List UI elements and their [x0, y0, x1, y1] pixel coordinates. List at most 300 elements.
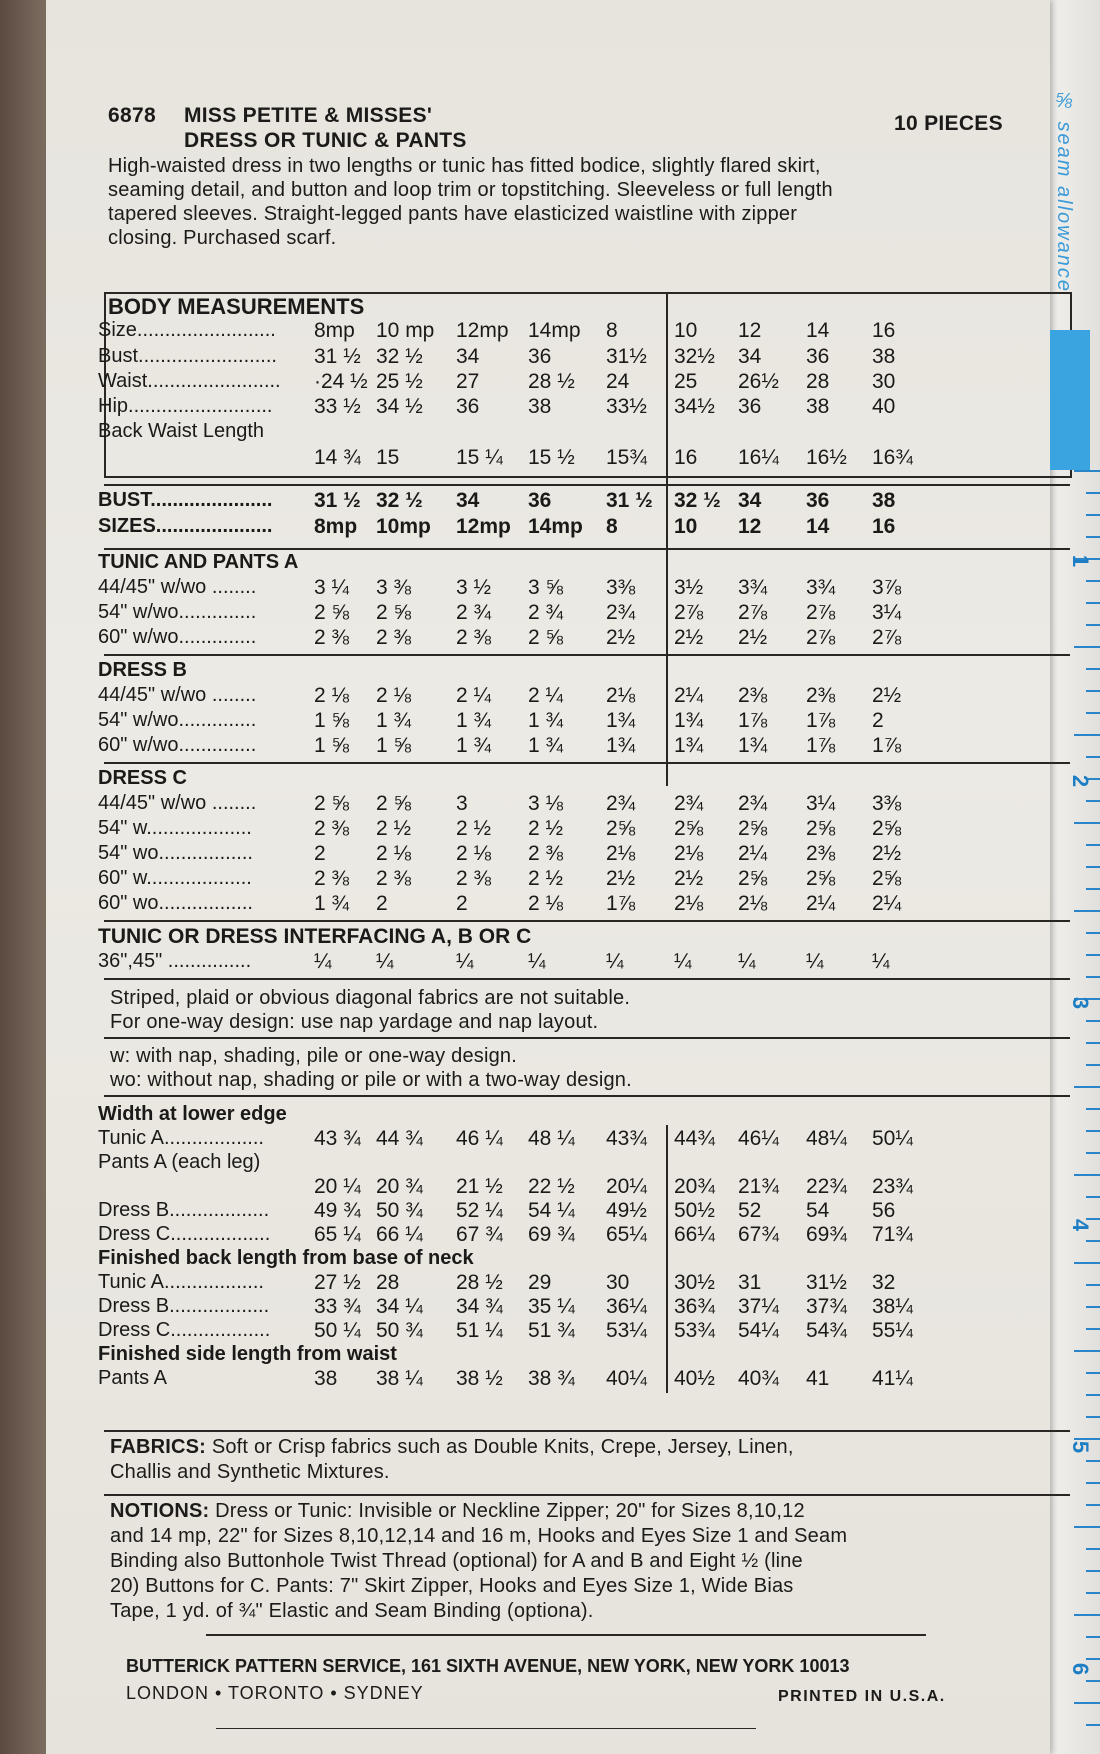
divider [104, 654, 1070, 656]
row-label: 60" w................... [98, 867, 252, 889]
cell-petite-2: 46 ¼ [456, 1127, 503, 1150]
cell-petite-3: 2 ¼ [528, 684, 564, 707]
ruler-tick [1086, 1658, 1100, 1660]
cell-petite-0: 2 ⅜ [314, 626, 350, 649]
row-label: Waist........................ [98, 370, 281, 392]
cell-petite-3: 22 ½ [528, 1175, 575, 1198]
cell-petite-3: 14mp [528, 319, 581, 342]
description-line: High-waisted dress in two lengths or tunic has fitted bodice, slightly flared skirt, [108, 155, 821, 177]
ruler-tick [1086, 844, 1100, 846]
cell-misses-1: 10 [674, 319, 698, 342]
cell-misses-0: 2½ [606, 626, 636, 649]
divider [104, 548, 1070, 550]
cell-misses-0: 1¾ [606, 709, 636, 732]
ruler-tick [1086, 536, 1100, 538]
cell-petite-2: 2 ⅜ [456, 626, 492, 649]
cell-misses-3: 2⅝ [806, 817, 836, 840]
notions-text: Dress or Tunic: Invisible or Neckline Zipper; 20" for Sizes 8,10,12 [215, 1500, 805, 1522]
cell-petite-2: 21 ½ [456, 1175, 503, 1198]
row-label: 60" w/wo.............. [98, 734, 257, 756]
cell-misses-3: 3¼ [806, 792, 836, 815]
cell-petite-3: 38 ¾ [528, 1367, 575, 1390]
cell-petite-2: 12mp [456, 319, 509, 342]
cell-petite-0: 2 ⅝ [314, 792, 350, 815]
cell-misses-2: ¼ [738, 950, 756, 973]
divider [104, 1095, 1070, 1097]
cell-misses-0: 8 [606, 319, 618, 342]
cell-misses-0: 53¼ [606, 1319, 647, 1342]
ruler-tick [1086, 1592, 1100, 1594]
cell-misses-3: 22¾ [806, 1175, 847, 1198]
cell-misses-0: 2⅛ [606, 842, 636, 865]
ruler-tick [1086, 602, 1100, 604]
cell-petite-2: 2 ½ [456, 817, 492, 840]
cell-petite-0: 1 ¾ [314, 892, 350, 915]
ruler-tick [1086, 1460, 1100, 1462]
cell-petite-2: 28 ½ [456, 1271, 503, 1294]
divider [104, 1430, 1070, 1432]
ruler-tick [1074, 1174, 1100, 1176]
ruler-tick [1074, 1438, 1100, 1440]
cell-misses-2: 2⅛ [738, 892, 768, 915]
cell-misses-4: 38 [872, 489, 896, 512]
cell-petite-3: 2 ½ [528, 867, 564, 890]
cell-misses-0: 2¾ [606, 601, 636, 624]
cell-misses-4: 32 [872, 1271, 896, 1294]
cell-misses-4: 23¾ [872, 1175, 913, 1198]
cell-misses-3: 36 [806, 489, 830, 512]
ruler-tick [1086, 1394, 1100, 1396]
cell-petite-3: 48 ¼ [528, 1127, 575, 1150]
cell-misses-3: 2⅞ [806, 601, 836, 624]
cell-misses-0: 2⅝ [606, 817, 636, 840]
cell-misses-2: 2⅝ [738, 867, 768, 890]
cell-misses-4: 2⅝ [872, 817, 902, 840]
cell-misses-3: 28 [806, 370, 830, 393]
notions-line3: Binding also Buttonhole Twist Thread (optional) for A and B and Eight ½ (line [110, 1550, 803, 1572]
ruler-tick [1086, 1636, 1100, 1638]
cell-misses-1: 50½ [674, 1199, 715, 1222]
cell-petite-2: 2 [456, 892, 468, 915]
printed-in: PRINTED IN U.S.A. [778, 1688, 946, 1705]
cell-petite-3: 2 ⅝ [528, 626, 564, 649]
cell-petite-1: 28 [376, 1271, 400, 1294]
cell-petite-0: ¼ [314, 950, 332, 973]
cell-misses-3: 14 [806, 319, 830, 342]
cell-petite-0: 2 ⅛ [314, 684, 350, 707]
ruler-tick [1086, 1196, 1100, 1198]
cell-misses-1: 1¾ [674, 734, 704, 757]
row-label: Tunic A.................. [98, 1271, 264, 1293]
row-label: 54" w................... [98, 817, 252, 839]
ruler-tick [1086, 492, 1100, 494]
ruler-tick [1074, 1702, 1100, 1704]
cell-petite-3: ¼ [528, 950, 546, 973]
note-wo-definition: wo: without nap, shading or pile or with a two-way design. [110, 1069, 632, 1091]
cell-misses-3: 69¾ [806, 1223, 847, 1246]
ruler-tick [1086, 580, 1100, 582]
cell-petite-0: 43 ¾ [314, 1127, 361, 1150]
cell-misses-3: 2⅞ [806, 626, 836, 649]
cell-petite-3: 36 [528, 489, 552, 512]
notions-line5: Tape, 1 yd. of ¾" Elastic and Seam Binding (optiona). [110, 1600, 594, 1622]
ruler-tick [1086, 1064, 1100, 1066]
cell-misses-2: 37¼ [738, 1295, 779, 1318]
cell-misses-0: 31 ½ [606, 489, 653, 512]
cell-petite-0: 31 ½ [314, 489, 361, 512]
cell-misses-4: 38¼ [872, 1295, 913, 1318]
measuring-ruler [1030, 0, 1100, 1754]
notions-label: NOTIONS: [110, 1500, 210, 1522]
row-label: Dress B.................. [98, 1199, 270, 1221]
cell-misses-2: 54¼ [738, 1319, 779, 1342]
ruler-tick [1086, 1724, 1100, 1726]
ruler-tick [1086, 514, 1100, 516]
cell-misses-4: 71¾ [872, 1223, 913, 1246]
pieces-count: 10 PIECES [894, 112, 1003, 135]
cell-petite-3: 3 ⅝ [528, 576, 564, 599]
cell-petite-1: 34 ½ [376, 395, 423, 418]
title-line1: MISS PETITE & MISSES' [184, 104, 433, 127]
cell-petite-1: 3 ⅜ [376, 576, 412, 599]
cell-petite-3: 2 ½ [528, 817, 564, 840]
cell-misses-4: 30 [872, 370, 896, 393]
row-label: 54" w/wo.............. [98, 601, 257, 623]
cell-misses-0: ¼ [606, 950, 624, 973]
cell-petite-2: ¼ [456, 950, 474, 973]
cell-petite-1: 10 mp [376, 319, 435, 342]
cell-misses-2: 2¼ [738, 842, 768, 865]
section-title: TUNIC AND PANTS A [98, 551, 299, 573]
note-one-way: For one-way design: use nap yardage and nap layout. [110, 1011, 599, 1033]
cell-petite-1: 25 ½ [376, 370, 423, 393]
cell-misses-0: 40¼ [606, 1367, 647, 1390]
cell-misses-1: 10 [674, 515, 698, 538]
cell-misses-4: 3⅜ [872, 792, 902, 815]
divider [104, 978, 1070, 980]
cell-petite-3: 1 ¾ [528, 734, 564, 757]
ruler-tick [1086, 1020, 1100, 1022]
cell-petite-3: 15 ½ [528, 446, 575, 469]
cell-misses-0: 2⅛ [606, 684, 636, 707]
cell-misses-2: 36 [738, 395, 762, 418]
ruler-tick [1074, 734, 1100, 736]
cell-petite-2: 27 [456, 370, 480, 393]
cell-petite-1: 1 ¾ [376, 709, 412, 732]
cell-misses-1: ¼ [674, 950, 692, 973]
cell-misses-1: 20¾ [674, 1175, 715, 1198]
cell-misses-3: 48¼ [806, 1127, 847, 1150]
cell-misses-0: 24 [606, 370, 630, 393]
ruler-number: 2 [1067, 774, 1093, 788]
description-line: closing. Purchased scarf. [108, 227, 337, 249]
cell-misses-4: 2⅝ [872, 867, 902, 890]
notions-line2: and 14 mp, 22" for Sizes 8,10,12,14 and 16 m, Hooks and Eyes Size 1 and Seam [110, 1525, 848, 1547]
note-w-definition: w: with nap, shading, pile or one-way design. [110, 1045, 518, 1067]
description-line: seaming detail, and button and loop trim or topstitching. Sleeveless or full length [108, 179, 833, 201]
cell-misses-0: 1⅞ [606, 892, 636, 915]
ruler-number: 1 [1067, 554, 1093, 568]
row-label: 54" w/wo.............. [98, 709, 257, 731]
divider [104, 484, 1070, 486]
cell-misses-4: 2½ [872, 684, 902, 707]
cell-petite-0: 8mp [314, 319, 355, 342]
cell-petite-0: 2 [314, 842, 326, 865]
cell-petite-0: 2 ⅜ [314, 817, 350, 840]
cell-misses-0: 1¾ [606, 734, 636, 757]
ruler-tick [1086, 712, 1100, 714]
ruler-number: 5 [1067, 1440, 1093, 1454]
cell-misses-3: 38 [806, 395, 830, 418]
ruler-tick [1086, 1504, 1100, 1506]
cell-petite-3: 29 [528, 1271, 552, 1294]
cell-petite-1: 2 ⅜ [376, 626, 412, 649]
ruler-tick [1074, 1526, 1100, 1528]
cell-misses-0: 36¼ [606, 1295, 647, 1318]
note-unsuitable: Striped, plaid or obvious diagonal fabrics are not suitable. [110, 987, 631, 1009]
ruler-tick [1086, 1306, 1100, 1308]
ruler-tick [1086, 1152, 1100, 1154]
seam-allowance-guide [1044, 0, 1096, 480]
row-label: Pants A (each leg) [98, 1151, 261, 1173]
cell-misses-3: 14 [806, 515, 830, 538]
fabrics-label: FABRICS: [110, 1436, 207, 1458]
cell-misses-1: 2½ [674, 867, 704, 890]
cell-misses-2: 2⅝ [738, 817, 768, 840]
cell-misses-1: 66¼ [674, 1223, 715, 1246]
ruler-tick [1086, 1548, 1100, 1550]
row-label: Tunic A.................. [98, 1127, 264, 1149]
cell-misses-2: 16¼ [738, 446, 779, 469]
cell-petite-0: 20 ¼ [314, 1175, 361, 1198]
cell-misses-3: 1⅞ [806, 709, 836, 732]
cell-petite-1: 2 ⅝ [376, 601, 412, 624]
row-label: 44/45" w/wo ........ [98, 792, 257, 814]
cell-petite-0: 8mp [314, 515, 358, 538]
ruler-tick [1086, 1416, 1100, 1418]
cell-petite-1: 34 ¼ [376, 1295, 423, 1318]
cell-misses-3: 1⅞ [806, 734, 836, 757]
cell-petite-2: 36 [456, 395, 480, 418]
cell-petite-2: 34 [456, 345, 480, 368]
ruler-tick [1086, 1240, 1100, 1242]
cell-misses-4: 55¼ [872, 1319, 913, 1342]
row-label: Hip.......................... [98, 395, 273, 417]
cell-misses-4: 38 [872, 345, 896, 368]
cell-misses-3: 54¾ [806, 1319, 847, 1342]
ruler-tick [1074, 470, 1100, 472]
cell-misses-1: 32½ [674, 345, 715, 368]
row-label: Dress C.................. [98, 1223, 271, 1245]
cell-misses-2: 12 [738, 319, 762, 342]
cell-misses-2: 2⅜ [738, 684, 768, 707]
divider [206, 1634, 926, 1636]
cell-misses-1: 34½ [674, 395, 715, 418]
ruler-number: 6 [1067, 1662, 1093, 1676]
cell-petite-2: 15 ¼ [456, 446, 503, 469]
cell-misses-2: 2½ [738, 626, 768, 649]
column-divider [666, 1125, 668, 1393]
cell-petite-1: 44 ¾ [376, 1127, 423, 1150]
cell-misses-4: 40 [872, 395, 896, 418]
cell-misses-0: 49½ [606, 1199, 647, 1222]
cell-petite-2: 2 ⅜ [456, 867, 492, 890]
cell-petite-2: 12mp [456, 515, 511, 538]
cell-misses-1: 2½ [674, 626, 704, 649]
seam-allowance-label: ⅝ seam allowance [1053, 90, 1075, 293]
ruler-tick [1086, 1372, 1100, 1374]
ruler-tick [1074, 1086, 1100, 1088]
cell-misses-0: 8 [606, 515, 618, 538]
cell-petite-1: 1 ⅝ [376, 734, 412, 757]
ruler-tick [1074, 822, 1100, 824]
cell-petite-1: 50 ¾ [376, 1319, 423, 1342]
cell-misses-1: 40½ [674, 1367, 715, 1390]
cell-petite-0: 49 ¾ [314, 1199, 361, 1222]
ruler-tick [1074, 646, 1100, 648]
cell-misses-4: 2½ [872, 842, 902, 865]
cell-petite-1: 38 ¼ [376, 1367, 423, 1390]
cell-misses-0: 15¾ [606, 446, 647, 469]
cell-misses-0: 3⅜ [606, 576, 636, 599]
divider [216, 1728, 756, 1729]
ruler-number: 3 [1067, 996, 1093, 1010]
cell-petite-2: 2 ⅛ [456, 842, 492, 865]
cell-misses-2: 26½ [738, 370, 779, 393]
cell-misses-1: 30½ [674, 1271, 715, 1294]
cell-misses-3: 16½ [806, 446, 847, 469]
cell-misses-0: 20¼ [606, 1175, 647, 1198]
divider [104, 1037, 1070, 1039]
ruler-tick [1086, 1570, 1100, 1572]
row-label: Dress B.................. [98, 1295, 270, 1317]
cell-petite-1: 2 [376, 892, 388, 915]
cell-petite-0: 2 ⅜ [314, 867, 350, 890]
ruler-tick [1086, 932, 1100, 934]
cell-petite-0: 14 ¾ [314, 446, 361, 469]
ruler-tick [1086, 1284, 1100, 1286]
ruler-tick [1086, 866, 1100, 868]
company-address: BUTTERICK PATTERN SERVICE, 161 SIXTH AVENUE, NEW YORK, NEW YORK 10013 [126, 1656, 850, 1676]
cell-petite-3: 69 ¾ [528, 1223, 575, 1246]
section-title: Finished side length from waist [98, 1343, 397, 1365]
cell-misses-2: 1⅞ [738, 709, 768, 732]
divider [104, 920, 1070, 922]
cell-misses-1: 44¾ [674, 1127, 715, 1150]
seam-allowance-bar [1050, 330, 1090, 470]
row-label: SIZES..................... [98, 515, 273, 537]
cell-petite-3: 2 ⅜ [528, 842, 564, 865]
cell-misses-1: 2⅛ [674, 892, 704, 915]
row-label: 44/45" w/wo ........ [98, 576, 257, 598]
cell-petite-3: 35 ¼ [528, 1295, 575, 1318]
cell-misses-1: 2¼ [674, 684, 704, 707]
cell-misses-4: 16 [872, 515, 896, 538]
cell-petite-1: 2 ⅜ [376, 867, 412, 890]
cell-misses-0: 2¾ [606, 792, 636, 815]
row-label: Dress C.................. [98, 1319, 271, 1341]
fabrics-line1 [110, 1436, 794, 1459]
ruler-tick [1086, 976, 1100, 978]
cell-misses-4: 1⅞ [872, 734, 902, 757]
ruler-tick [1086, 1482, 1100, 1484]
cell-petite-2: 1 ¾ [456, 709, 492, 732]
cell-misses-0: 65¼ [606, 1223, 647, 1246]
cell-misses-3: 2⅝ [806, 867, 836, 890]
row-label: Size......................... [98, 319, 276, 341]
fabrics-line2: Challis and Synthetic Mixtures. [110, 1461, 390, 1483]
ruler-tick [1086, 756, 1100, 758]
cell-misses-4: 41¼ [872, 1367, 913, 1390]
cell-misses-4: 2 [872, 709, 884, 732]
pattern-number: 6878 [108, 104, 156, 127]
cell-misses-0: 31½ [606, 345, 647, 368]
ruler-tick [1074, 1614, 1100, 1616]
cell-petite-2: 34 [456, 489, 480, 512]
ruler-tick [1086, 1108, 1100, 1110]
cell-petite-0: 38 [314, 1367, 338, 1390]
cell-misses-4: 16¾ [872, 446, 913, 469]
pattern-envelope-back [46, 0, 1050, 1754]
ruler-tick [1086, 888, 1100, 890]
cell-petite-3: 54 ¼ [528, 1199, 575, 1222]
ruler-tick [1086, 1680, 1100, 1682]
cell-misses-1: 2¾ [674, 792, 704, 815]
ruler-tick [1086, 1328, 1100, 1330]
divider [104, 1494, 1070, 1496]
cell-misses-2: 1¾ [738, 734, 768, 757]
cell-petite-0: 3 ¼ [314, 576, 350, 599]
cell-misses-4: 2⅞ [872, 626, 902, 649]
cell-petite-2: 34 ¾ [456, 1295, 503, 1318]
cell-petite-3: 2 ¾ [528, 601, 564, 624]
cell-misses-4: 50¼ [872, 1127, 913, 1150]
row-label: 36",45" ............... [98, 950, 252, 972]
cell-misses-1: 2⅛ [674, 842, 704, 865]
description-line: tapered sleeves. Straight-legged pants have elasticized waistline with zipper [108, 203, 798, 225]
cell-misses-2: 3¾ [738, 576, 768, 599]
row-label: Bust......................... [98, 345, 277, 367]
cell-petite-1: 20 ¾ [376, 1175, 423, 1198]
cell-petite-0: 50 ¼ [314, 1319, 361, 1342]
row-label: 60" w/wo.............. [98, 626, 257, 648]
row-label: 44/45" w/wo ........ [98, 684, 257, 706]
row-label: Pants A [98, 1367, 167, 1389]
ruler-tick [1086, 954, 1100, 956]
cell-misses-3: 2⅜ [806, 842, 836, 865]
cell-petite-0: 27 ½ [314, 1271, 361, 1294]
cell-petite-3: 14mp [528, 515, 583, 538]
cell-misses-1: 32 ½ [674, 489, 721, 512]
cell-petite-0: 1 ⅝ [314, 709, 350, 732]
cell-petite-3: 36 [528, 345, 552, 368]
cell-misses-2: 12 [738, 515, 762, 538]
cell-misses-2: 46¼ [738, 1127, 779, 1150]
cell-petite-2: 1 ¾ [456, 734, 492, 757]
cell-misses-2: 52 [738, 1199, 762, 1222]
fabrics-text: Soft or Crisp fabrics such as Double Knits, Crepe, Jersey, Linen, [211, 1436, 794, 1458]
cell-misses-0: 33½ [606, 395, 647, 418]
cell-misses-1: 36¾ [674, 1295, 715, 1318]
cell-petite-1: 2 ⅛ [376, 684, 412, 707]
cell-misses-3: ¼ [806, 950, 824, 973]
ruler-number: 4 [1067, 1218, 1093, 1232]
section-title: DRESS C [98, 767, 187, 789]
title-line2: DRESS OR TUNIC & PANTS [184, 129, 467, 152]
ruler-tick [1074, 1350, 1100, 1352]
section-title: Finished back length from base of neck [98, 1247, 474, 1269]
cell-petite-1: ¼ [376, 950, 394, 973]
